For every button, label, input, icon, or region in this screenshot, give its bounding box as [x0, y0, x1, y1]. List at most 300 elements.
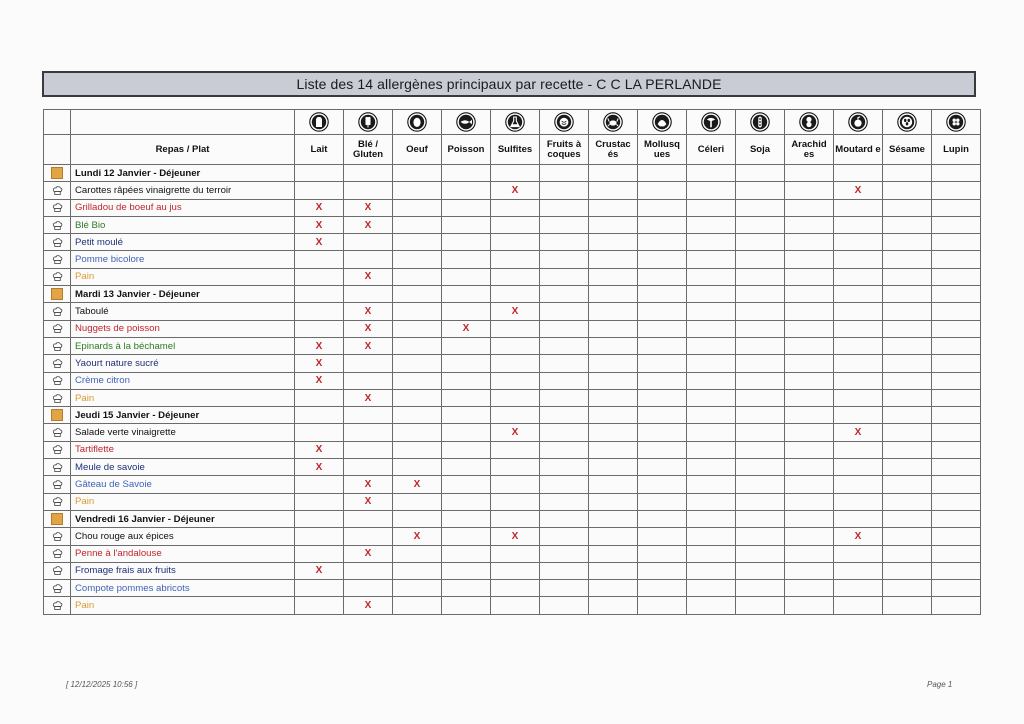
empty-cell: [883, 545, 932, 562]
repas-plat-header: Repas / Plat: [71, 135, 295, 165]
empty-cell: [589, 286, 638, 303]
empty-cell: [295, 389, 344, 406]
chef-hat-icon: [52, 393, 63, 404]
allergen-table: [43, 109, 981, 615]
shell-icon: [652, 112, 672, 132]
empty-cell: [638, 303, 687, 320]
empty-cell: [393, 372, 442, 389]
empty-cell: [589, 216, 638, 233]
day-marker-icon: [51, 513, 63, 525]
empty-cell: [393, 510, 442, 527]
day-label: Vendredi 16 Janvier - Déjeuner: [71, 510, 295, 527]
dish-row: [44, 580, 981, 597]
empty-cell: [589, 268, 638, 285]
empty-cell: [785, 268, 834, 285]
allergen-icon-cell: [883, 110, 932, 135]
allergen-header: Lait: [295, 135, 344, 165]
empty-cell: [638, 407, 687, 424]
empty-cell: [442, 528, 491, 545]
empty-cell: [393, 182, 442, 199]
empty-cell: [932, 234, 981, 251]
row-icon-cell: [44, 268, 71, 285]
empty-cell: [785, 597, 834, 614]
allergen-mark: X: [442, 320, 491, 337]
empty-cell: [834, 286, 883, 303]
empty-cell: [687, 251, 736, 268]
empty-cell: [883, 303, 932, 320]
empty-cell: [638, 424, 687, 441]
empty-cell: [491, 337, 540, 354]
empty-cell: [589, 165, 638, 182]
empty-cell: [393, 389, 442, 406]
empty-cell: [883, 441, 932, 458]
empty-cell: [491, 545, 540, 562]
dish-row: [44, 268, 981, 285]
allergen-mark: X: [344, 337, 393, 354]
empty-cell: [736, 199, 785, 216]
empty-cell: [442, 372, 491, 389]
empty-cell: [491, 459, 540, 476]
empty-cell: [932, 459, 981, 476]
dish-label: Chou rouge aux épices: [71, 528, 295, 545]
allergen-header: Soja: [736, 135, 785, 165]
empty-cell: [883, 337, 932, 354]
empty-cell: [540, 389, 589, 406]
empty-cell: [736, 337, 785, 354]
empty-cell: [687, 216, 736, 233]
empty-cell: [834, 597, 883, 614]
empty-cell: [393, 355, 442, 372]
dish-row: [44, 562, 981, 579]
empty-cell: [932, 303, 981, 320]
empty-cell: [638, 493, 687, 510]
empty-cell: [834, 165, 883, 182]
empty-cell: [589, 562, 638, 579]
empty-cell: [687, 268, 736, 285]
empty-cell: [540, 320, 589, 337]
empty-cell: [295, 165, 344, 182]
allergen-mark: X: [295, 355, 344, 372]
empty-cell: [834, 320, 883, 337]
empty-cell: [883, 476, 932, 493]
empty-cell: [785, 441, 834, 458]
empty-cell: [344, 528, 393, 545]
empty-cell: [834, 493, 883, 510]
empty-cell: [442, 355, 491, 372]
allergen-mark: X: [344, 303, 393, 320]
row-icon-cell: [44, 459, 71, 476]
chef-hat-icon: [52, 375, 63, 386]
chef-hat-icon: [52, 600, 63, 611]
empty-cell: [736, 528, 785, 545]
empty-cell: [785, 407, 834, 424]
row-icon-cell: [44, 216, 71, 233]
dish-row: [44, 459, 981, 476]
empty-cell: [442, 580, 491, 597]
empty-cell: [736, 441, 785, 458]
empty-cell: [393, 424, 442, 441]
chef-hat-icon: [52, 220, 63, 231]
row-icon-cell: [44, 424, 71, 441]
empty-cell: [71, 110, 295, 135]
row-icon-cell: [44, 372, 71, 389]
dish-label: Gâteau de Savoie: [71, 476, 295, 493]
empty-cell: [589, 303, 638, 320]
allergen-icon-cell: [687, 110, 736, 135]
empty-cell: [932, 320, 981, 337]
empty-cell: [834, 580, 883, 597]
empty-cell: [883, 182, 932, 199]
empty-cell: [295, 424, 344, 441]
empty-cell: [295, 580, 344, 597]
allergen-icon-cell: [932, 110, 981, 135]
dish-label: Pain: [71, 389, 295, 406]
empty-cell: [442, 199, 491, 216]
allergen-mark: X: [295, 216, 344, 233]
empty-cell: [883, 216, 932, 233]
empty-cell: [393, 493, 442, 510]
empty-cell: [491, 562, 540, 579]
allergen-mark: X: [295, 562, 344, 579]
empty-cell: [834, 459, 883, 476]
allergen-mark: X: [344, 389, 393, 406]
empty-cell: [687, 528, 736, 545]
empty-cell: [638, 355, 687, 372]
empty-cell: [295, 320, 344, 337]
empty-cell: [344, 355, 393, 372]
empty-cell: [687, 441, 736, 458]
empty-cell: [638, 199, 687, 216]
chef-hat-icon: [52, 271, 63, 282]
row-icon-cell: [44, 251, 71, 268]
empty-cell: [442, 510, 491, 527]
empty-cell: [834, 510, 883, 527]
allergen-mark: X: [393, 528, 442, 545]
allergen-header: Sésame: [883, 135, 932, 165]
empty-cell: [393, 234, 442, 251]
day-marker-icon: [51, 167, 63, 179]
empty-cell: [638, 286, 687, 303]
day-marker-icon: [51, 288, 63, 300]
empty-cell: [393, 165, 442, 182]
dish-label: Petit moulé: [71, 234, 295, 251]
empty-cell: [736, 424, 785, 441]
empty-cell: [589, 459, 638, 476]
dish-row: [44, 493, 981, 510]
empty-cell: [393, 199, 442, 216]
empty-cell: [883, 320, 932, 337]
empty-cell: [932, 199, 981, 216]
empty-cell: [736, 286, 785, 303]
empty-cell: [687, 562, 736, 579]
empty-cell: [491, 580, 540, 597]
allergen-header: Sulfites: [491, 135, 540, 165]
empty-cell: [589, 407, 638, 424]
empty-cell: [638, 510, 687, 527]
empty-cell: [785, 580, 834, 597]
empty-cell: [687, 286, 736, 303]
empty-cell: [834, 199, 883, 216]
empty-cell: [932, 407, 981, 424]
chef-hat-icon: [52, 323, 63, 334]
allergen-header: Mollusq ues: [638, 135, 687, 165]
empty-cell: [589, 199, 638, 216]
empty-cell: [540, 165, 589, 182]
empty-cell: [932, 372, 981, 389]
empty-cell: [393, 337, 442, 354]
dish-label: Blé Bio: [71, 216, 295, 233]
empty-cell: [736, 597, 785, 614]
empty-cell: [295, 476, 344, 493]
empty-cell: [834, 562, 883, 579]
dish-row: [44, 234, 981, 251]
allergen-mark: X: [295, 459, 344, 476]
allergen-mark: X: [491, 182, 540, 199]
empty-cell: [785, 303, 834, 320]
empty-cell: [540, 268, 589, 285]
empty-cell: [491, 234, 540, 251]
empty-cell: [834, 407, 883, 424]
row-icon-cell: [44, 441, 71, 458]
empty-cell: [736, 303, 785, 320]
empty-cell: [44, 110, 71, 135]
empty-cell: [295, 510, 344, 527]
empty-cell: [393, 303, 442, 320]
empty-cell: [589, 251, 638, 268]
nut-icon: [554, 112, 574, 132]
allergen-mark: X: [295, 441, 344, 458]
footer-page: Page 1: [927, 680, 953, 689]
allergen-icon-cell: [638, 110, 687, 135]
empty-cell: [736, 320, 785, 337]
dish-row: [44, 182, 981, 199]
empty-cell: [540, 424, 589, 441]
allergen-mark: X: [344, 493, 393, 510]
empty-cell: [491, 165, 540, 182]
dish-row: [44, 597, 981, 614]
empty-header-cell: [44, 135, 71, 165]
empty-cell: [736, 182, 785, 199]
empty-cell: [491, 597, 540, 614]
empty-cell: [491, 199, 540, 216]
empty-cell: [932, 510, 981, 527]
empty-cell: [932, 389, 981, 406]
empty-cell: [491, 476, 540, 493]
empty-cell: [491, 389, 540, 406]
allergen-icon-cell: [834, 110, 883, 135]
row-icon-cell: [44, 286, 71, 303]
empty-cell: [687, 389, 736, 406]
row-icon-cell: [44, 597, 71, 614]
empty-cell: [540, 337, 589, 354]
empty-cell: [393, 459, 442, 476]
empty-cell: [442, 562, 491, 579]
empty-cell: [589, 545, 638, 562]
empty-cell: [491, 216, 540, 233]
empty-cell: [589, 441, 638, 458]
day-label: Lundi 12 Janvier - Déjeuner: [71, 165, 295, 182]
dish-row: [44, 303, 981, 320]
empty-cell: [834, 234, 883, 251]
dish-row: [44, 251, 981, 268]
empty-cell: [491, 320, 540, 337]
empty-cell: [442, 424, 491, 441]
empty-cell: [491, 407, 540, 424]
empty-cell: [540, 251, 589, 268]
empty-cell: [393, 268, 442, 285]
dish-label: Pain: [71, 268, 295, 285]
empty-cell: [344, 234, 393, 251]
empty-cell: [785, 476, 834, 493]
empty-cell: [442, 407, 491, 424]
row-icon-cell: [44, 389, 71, 406]
row-icon-cell: [44, 545, 71, 562]
empty-cell: [295, 528, 344, 545]
allergen-icon-cell: [442, 110, 491, 135]
row-icon-cell: [44, 337, 71, 354]
empty-cell: [344, 286, 393, 303]
empty-cell: [442, 389, 491, 406]
empty-cell: [638, 182, 687, 199]
empty-cell: [736, 580, 785, 597]
empty-cell: [883, 251, 932, 268]
empty-cell: [295, 597, 344, 614]
dish-row: [44, 389, 981, 406]
empty-cell: [540, 476, 589, 493]
dish-row: [44, 545, 981, 562]
chef-hat-icon: [52, 185, 63, 196]
allergen-mark: X: [834, 424, 883, 441]
empty-cell: [785, 389, 834, 406]
empty-cell: [540, 234, 589, 251]
chef-hat-icon: [52, 565, 63, 576]
empty-cell: [932, 251, 981, 268]
allergen-header: Oeuf: [393, 135, 442, 165]
empty-cell: [687, 597, 736, 614]
empty-cell: [491, 493, 540, 510]
dish-label: Taboulé: [71, 303, 295, 320]
empty-cell: [442, 303, 491, 320]
allergen-mark: X: [344, 216, 393, 233]
empty-cell: [736, 389, 785, 406]
dish-row: [44, 441, 981, 458]
dish-label: Grilladou de boeuf au jus: [71, 199, 295, 216]
row-icon-cell: [44, 493, 71, 510]
empty-cell: [785, 286, 834, 303]
day-header-row: [44, 407, 981, 424]
empty-cell: [687, 493, 736, 510]
empty-cell: [736, 355, 785, 372]
empty-cell: [932, 355, 981, 372]
dish-label: Fromage frais aux fruits: [71, 562, 295, 579]
row-icon-cell: [44, 165, 71, 182]
allergen-header: Moutard e: [834, 135, 883, 165]
empty-cell: [589, 320, 638, 337]
empty-cell: [785, 424, 834, 441]
allergen-icon-cell: [295, 110, 344, 135]
empty-cell: [638, 372, 687, 389]
empty-cell: [540, 528, 589, 545]
dish-label: Penne à l'andalouse: [71, 545, 295, 562]
empty-cell: [785, 199, 834, 216]
empty-cell: [736, 234, 785, 251]
empty-cell: [393, 580, 442, 597]
empty-cell: [442, 545, 491, 562]
empty-cell: [393, 216, 442, 233]
dish-row: [44, 372, 981, 389]
empty-cell: [736, 510, 785, 527]
empty-cell: [785, 459, 834, 476]
chef-hat-icon: [52, 462, 63, 473]
empty-cell: [883, 597, 932, 614]
soy-icon: [750, 112, 770, 132]
row-icon-cell: [44, 355, 71, 372]
empty-cell: [344, 424, 393, 441]
row-icon-cell: [44, 182, 71, 199]
empty-cell: [883, 510, 932, 527]
milk-carton-icon: [309, 112, 329, 132]
dish-label: Tartiflette: [71, 441, 295, 458]
allergen-header: Lupin: [932, 135, 981, 165]
row-icon-cell: [44, 320, 71, 337]
dish-label: Epinards à la béchamel: [71, 337, 295, 354]
empty-cell: [638, 476, 687, 493]
empty-cell: [344, 372, 393, 389]
empty-cell: [736, 493, 785, 510]
empty-cell: [540, 562, 589, 579]
empty-cell: [442, 476, 491, 493]
allergen-mark: X: [491, 424, 540, 441]
fish-icon: [456, 112, 476, 132]
allergen-header: Fruits à coques: [540, 135, 589, 165]
empty-cell: [393, 251, 442, 268]
allergen-icon-cell: [491, 110, 540, 135]
allergen-header: Céleri: [687, 135, 736, 165]
empty-cell: [687, 355, 736, 372]
empty-cell: [589, 580, 638, 597]
day-header-row: [44, 165, 981, 182]
empty-cell: [442, 441, 491, 458]
empty-cell: [687, 337, 736, 354]
empty-cell: [883, 268, 932, 285]
empty-cell: [932, 597, 981, 614]
empty-cell: [638, 580, 687, 597]
empty-cell: [785, 545, 834, 562]
empty-cell: [344, 459, 393, 476]
empty-cell: [785, 165, 834, 182]
day-marker-icon: [51, 409, 63, 421]
empty-cell: [785, 493, 834, 510]
empty-cell: [834, 476, 883, 493]
dish-label: Crème citron: [71, 372, 295, 389]
chef-hat-icon: [52, 444, 63, 455]
dish-row: [44, 216, 981, 233]
dish-label: Pain: [71, 597, 295, 614]
empty-cell: [540, 441, 589, 458]
empty-cell: [687, 407, 736, 424]
dish-label: Salade verte vinaigrette: [71, 424, 295, 441]
egg-icon: [407, 112, 427, 132]
empty-cell: [344, 562, 393, 579]
empty-cell: [883, 234, 932, 251]
empty-cell: [932, 268, 981, 285]
empty-cell: [687, 510, 736, 527]
empty-cell: [540, 510, 589, 527]
empty-cell: [638, 441, 687, 458]
empty-cell: [638, 459, 687, 476]
chef-hat-icon: [52, 341, 63, 352]
empty-cell: [932, 545, 981, 562]
